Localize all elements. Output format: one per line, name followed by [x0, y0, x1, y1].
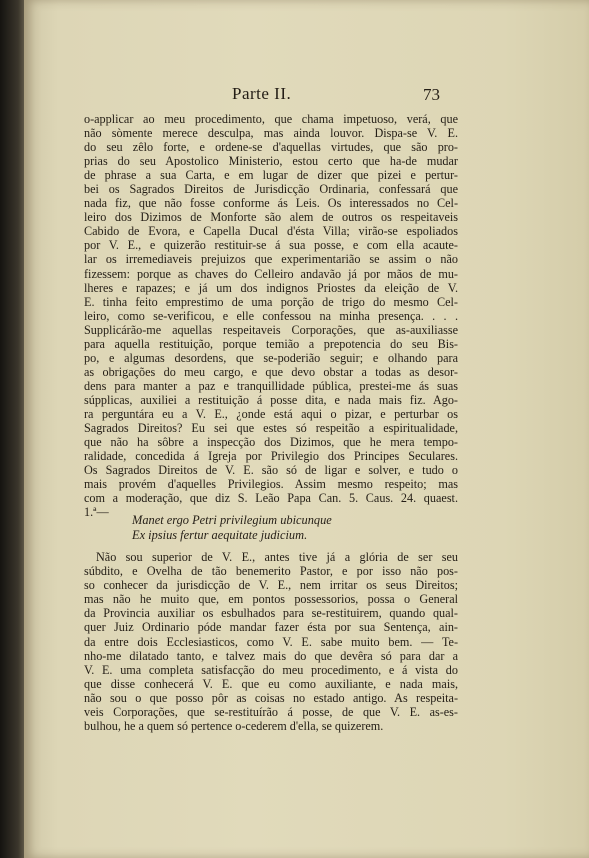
- text-line: não sòmente merece desculpa, mas ainda louvor. Dispa-se V. E.: [84, 126, 458, 141]
- text-line: lheres e rapazes; e já um dos indignos Priostes da eleição de V.: [84, 280, 458, 295]
- page-number: 73: [423, 85, 440, 104]
- text-line: com a moderação, que diz S. Leão Papa Can. 5. Caus. 24. quaest.: [84, 491, 458, 506]
- text-line: 1.ª—: [84, 505, 109, 520]
- text-line: ra perguntára eu a V. E., ¿onde está aqui o pizar, e perturbar os: [84, 406, 458, 421]
- text-line: leiro dos Dizimos de Monforte são alem de outros os respeitaveis: [84, 210, 458, 225]
- text-line: da entre dois Ecclesiasticos, como V. E. sabe muito bem. — Te-: [84, 634, 458, 649]
- text-line: Ex ipsius fertur aequitate judicium.: [132, 528, 308, 542]
- latin-quote: [132, 513, 332, 543]
- text-line: que disse conhecerá V. E. que eu como auxiliante, e nada mais,: [84, 676, 458, 691]
- text-line: nada fiz, que não fosse conforme ás Leis. Os interessados no Cel-: [84, 196, 458, 211]
- text-line: ralidade, concedida á Igreja por Privilegio dos Principes Seculares.: [84, 449, 458, 464]
- text-line: Supplicárão-me aquellas respeitaveis Corporações, que as-auxiliasse: [84, 322, 458, 337]
- text-line: nho-me dilatado tanto, e talvez mais do que devêra só para dar a: [84, 648, 458, 663]
- text-line: mas não he muito que, em pontos possessorios, possa o General: [84, 592, 458, 607]
- text-line: por V. E., e quizerão restituir-se á sua posse, e com ella acaute-: [84, 238, 458, 253]
- text-line: as obrigações do meu cargo, e que devo obstar a todas as desor-: [84, 364, 458, 379]
- text-line: não sou o que posso pôr as coisas no estado antigo. As respeita-: [84, 690, 458, 705]
- text-line: V. E. uma completa satisfacção do meu procedimento, e á vista do: [84, 662, 458, 677]
- paragraph-2: [84, 550, 458, 733]
- text-line: E. tinha feito emprestimo de uma porção de trigo do mesmo Cel-: [84, 294, 458, 309]
- text-line: quer Juiz Ordinario póde mandar fazer ésta por sua Sentença, ain-: [84, 620, 458, 635]
- book-gutter: [0, 0, 26, 858]
- page-header: [0, 84, 589, 108]
- text-line: bei os Sagrados Direitos de Jurisdicção Ordinaria, confessará que: [84, 182, 458, 197]
- text-line: po, e algumas desordens, que se-poderião seguir; e olhando para: [84, 350, 458, 365]
- text-line: so conhecer da jurisdicção de V. E., nem irritar os seus Direitos;: [84, 578, 458, 593]
- text-line: Manet ergo Petri privilegium ubicunque: [132, 513, 332, 527]
- text-line: lar os irremediaveis prejuizos que experimentarião se assim o não: [84, 252, 458, 267]
- running-head: Parte II.: [232, 84, 292, 103]
- text-line: que não ha sôbre a inspecção dos Dizimos, que he mera tempo-: [84, 435, 458, 450]
- text-line: do seu zêlo forte, e ordene-se d'aquellas virtudes, que são pro-: [84, 140, 458, 155]
- text-line: Não sou superior de V. E., antes tive já a glória de ser seu: [96, 550, 458, 564]
- text-line: Os Sagrados Direitos de V. E. são só de ligar e solver, e tudo o: [84, 463, 458, 478]
- text-line: para aquella restituição, porque temião a prepotencia do seu Bis-: [84, 336, 458, 351]
- text-line: de phrase a sua Carta, e em lugar de dizer que pizei e pertur-: [84, 168, 458, 183]
- paragraph-1: [84, 112, 458, 519]
- text-line: Cabido de Evora, e Capella Ducal d'ésta Villa; virão-se espoliados: [84, 224, 458, 239]
- text-line: mais provém d'aquelles Privilegios. Assim mesmo respeito; mas: [84, 477, 458, 492]
- text-line: súpplicas, auxiliei a restituição á posse dita, e nada mais fiz. Ago-: [84, 392, 458, 407]
- text-line: súbdito, e Ovelha de tão benemerito Pastor, e por isso não pos-: [84, 564, 458, 579]
- text-line: Sagrados Direitos? Eu sei que estes só respeitão a espiritualidade,: [84, 421, 458, 436]
- text-line: prias do seu Apostolico Ministerio, estou certo que ha-de mudar: [84, 154, 458, 169]
- text-line: bulhou, he a quem só pertence o-cederem d'ella, se quizerem.: [84, 719, 384, 734]
- text-line: o-applicar ao meu procedimento, que chama impetuoso, verá, que: [84, 112, 458, 126]
- text-line: dens para manter a paz e tranquillidade pública, prestei-me ás suas: [84, 378, 458, 393]
- text-line: veis Corporações, que se-restituírão á posse, de que V. E. as-es-: [84, 705, 458, 720]
- text-line: fizessem: porque as chaves do Celleiro andavão já por mãos de mu-: [84, 266, 458, 281]
- text-line: leiro, como se-verificou, e elle confessou na minha presença. . . .: [84, 308, 458, 323]
- text-line: da Provincia auxiliar os esbulhados para se-restituirem, quando qual-: [84, 606, 458, 621]
